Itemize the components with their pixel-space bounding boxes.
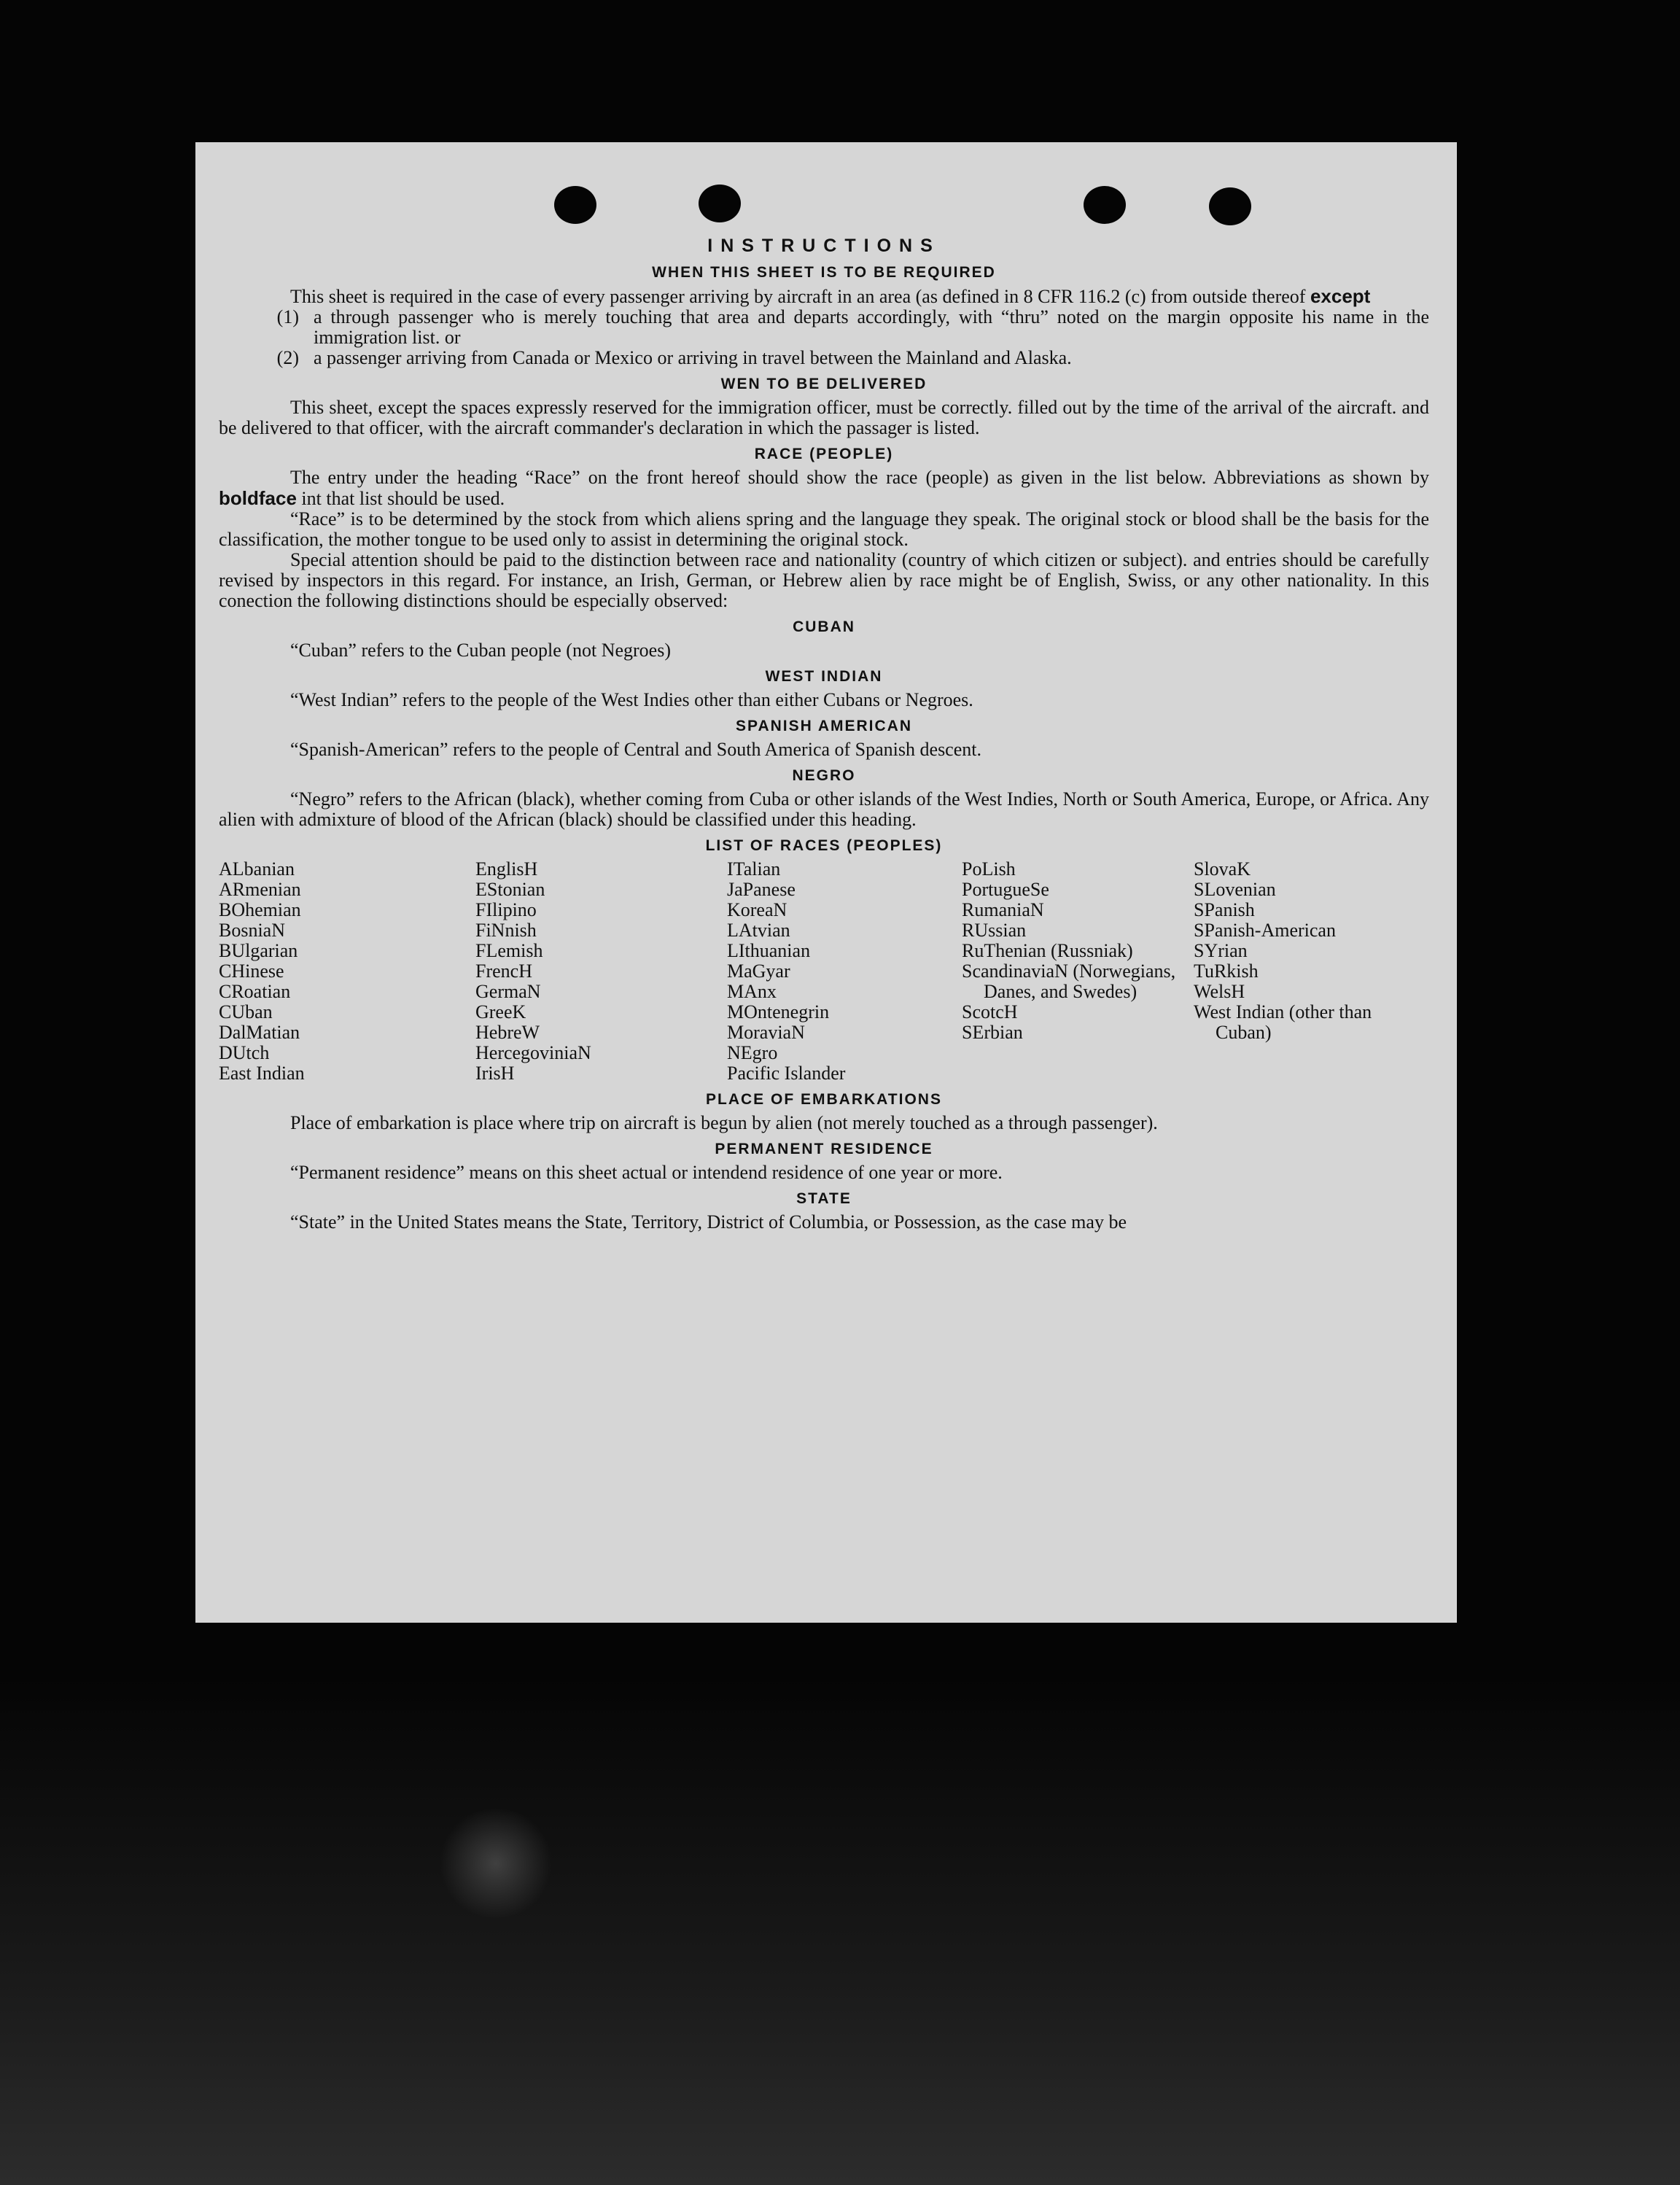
paragraph-state: “State” in the United States means the State, Territory, District of Columbia, or Possession, as the case may be: [290, 1211, 1127, 1233]
heading-when-delivered: WEN TO BE DELIVERED: [720, 376, 928, 392]
paragraph-west-indian: “West Indian” refers to the people of the West Indies other than either Cubans or Negroes.: [290, 689, 973, 710]
item-number: (1): [276, 306, 299, 327]
race-item: RuThenian (Russniak): [962, 940, 1133, 961]
race-item: BUlgarian: [219, 940, 298, 961]
race-item: SErbian: [962, 1022, 1023, 1043]
heading-permanent-residence: PERMANENT RESIDENCE: [715, 1141, 933, 1157]
race-item: FiNnish: [475, 920, 537, 941]
race-item: ScandinaviaN (Norwegians, Danes, and Swedes): [962, 960, 1176, 1002]
race-item: SlovaK: [1194, 858, 1251, 880]
race-item: MoraviaN: [727, 1022, 805, 1043]
race-item: DUtch: [219, 1042, 270, 1063]
paragraph-text: The entry under the heading “Race” on the front hereof should show the race (people) as given in the list below. Abbreviations as shown by: [290, 467, 1429, 488]
race-item: FIlipino: [475, 899, 537, 920]
race-item: PortugueSe: [962, 879, 1049, 900]
heading-when-required: WHEN THIS SHEET IS TO BE REQUIRED: [652, 264, 996, 281]
race-item: BOhemian: [219, 899, 301, 920]
list-item: [219, 307, 1429, 348]
paragraph-race-entry: [219, 467, 1429, 509]
paragraph-spanish-american: “Spanish-American” refers to the people of Central and South America of Spanish descent.: [290, 739, 981, 760]
punch-hole: [1209, 187, 1251, 225]
page-title: INSTRUCTIONS: [707, 236, 941, 256]
race-item: MAnx: [727, 981, 777, 1002]
race-item: EStonian: [475, 879, 545, 900]
race-item: West Indian (other than Cuban): [1194, 1001, 1372, 1043]
races-list: [219, 859, 1429, 1084]
race-item: SPanish-American: [1194, 920, 1336, 941]
heading-list-of-races: LIST OF RACES (PEOPLES): [705, 837, 943, 854]
paragraph-race-distinction: Special attention should be paid to the distinction between race and nationality (country of which citizen or subject). and entries should be carefully revised by inspectors in this regard. For instance, an Irish, German, or Hebrew alien by race might be of English, Swiss, or any other nationality. In this conection the following distinctions should be especially observed:: [219, 549, 1429, 611]
paragraph-embarkation: Place of embarkation is place where trip on aircraft is begun by alien (not merely touched as a through passenger).: [290, 1112, 1158, 1133]
paragraph-text: This sheet is required in the case of every passenger arriving by aircraft in an area (as defined in 8 CFR 116.2 (c) from outside thereof: [290, 286, 1306, 307]
scan-artifact: [438, 1809, 554, 1918]
race-item: FLemish: [475, 940, 543, 961]
race-item: MOntenegrin: [727, 1001, 830, 1022]
race-item: ARmenian: [219, 879, 301, 900]
races-column-4: [962, 859, 1194, 1084]
race-item: CHinese: [219, 960, 284, 982]
race-item: MaGyar: [727, 960, 790, 982]
race-item: NEgro: [727, 1042, 778, 1063]
race-item: FrencH: [475, 960, 532, 982]
race-item: LAtvian: [727, 920, 790, 941]
race-item: KoreaN: [727, 899, 788, 920]
race-item: TuRkish: [1194, 960, 1259, 982]
list-item: [219, 348, 1429, 368]
except-word: except: [1310, 285, 1371, 307]
heading-west-indian: WEST INDIAN: [765, 668, 883, 685]
paragraph-required: [219, 286, 1429, 307]
race-item: SPanish: [1194, 899, 1255, 920]
race-item: IrisH: [475, 1063, 515, 1084]
race-item: BosniaN: [219, 920, 285, 941]
races-column-2: [475, 859, 727, 1084]
races-column-5: [1194, 859, 1412, 1084]
race-item: CRoatian: [219, 981, 291, 1002]
paragraph-negro: “Negro” refers to the African (black), whether coming from Cuba or other islands of the West Indies, North or South America, Europe, or Africa. Any alien with admixture of blood of the African (black) should be classified under this heading.: [219, 788, 1429, 830]
paragraph-delivered: This sheet, except the spaces expressly reserved for the immigration officer, must be correctly. filled out by the time of the arrival of the aircraft. and be delivered to that officer, with the aircraft commander's declaration in which the passager is listed.: [219, 397, 1429, 438]
race-item: SYrian: [1194, 940, 1248, 961]
heading-spanish-american: SPANISH AMERICAN: [735, 718, 912, 734]
heading-state: STATE: [796, 1190, 852, 1207]
race-item: GreeK: [475, 1001, 526, 1022]
race-item: GermaN: [475, 981, 541, 1002]
race-item: East Indian: [219, 1063, 305, 1084]
item-text: a through passenger who is merely touching that area and departs accordingly, with “thru” noted on the margin opposite his name in the immigration list. or: [314, 306, 1429, 348]
paragraph-cuban: “Cuban” refers to the Cuban people (not Negroes): [290, 640, 671, 661]
punch-hole: [554, 186, 596, 224]
punch-hole: [1084, 186, 1126, 224]
race-item: HebreW: [475, 1022, 540, 1043]
race-item: LIthuanian: [727, 940, 811, 961]
heading-cuban: CUBAN: [793, 618, 855, 635]
scan-background: [0, 1677, 1680, 2185]
paragraph-race-determination: “Race” is to be determined by the stock from which aliens spring and the language they speak. The original stock or blood shall be the basis for the classification, the mother tongue to be used only to assist in determining the original stock.: [219, 508, 1429, 550]
punch-hole: [699, 185, 741, 222]
race-item: WelsH: [1194, 981, 1245, 1002]
race-item: EnglisH: [475, 858, 538, 880]
heading-race: RACE (PEOPLE): [754, 446, 894, 462]
heading-place-of-embarkation: PLACE OF EMBARKATIONS: [706, 1091, 942, 1108]
races-column-3: [727, 859, 962, 1084]
paragraph-residence: “Permanent residence” means on this sheet actual or intendend residence of one year or more.: [290, 1162, 1003, 1183]
race-item: Pacific Islander: [727, 1063, 846, 1084]
document-page: [195, 142, 1457, 1623]
document-body: [219, 236, 1429, 1233]
paragraph-text: int that list should be used.: [301, 488, 505, 509]
race-item: JaPanese: [727, 879, 796, 900]
race-item: PoLish: [962, 858, 1016, 880]
race-item: SLovenian: [1194, 879, 1276, 900]
item-number: (2): [276, 347, 299, 368]
race-item: ITalian: [727, 858, 781, 880]
race-item: ALbanian: [219, 858, 295, 880]
heading-negro: NEGRO: [792, 767, 856, 784]
races-column-1: [219, 859, 475, 1084]
boldface-word: boldface: [219, 487, 297, 509]
race-item: DalMatian: [219, 1022, 300, 1043]
race-item: RUssian: [962, 920, 1027, 941]
race-item: RumaniaN: [962, 899, 1044, 920]
race-item: HercegoviniaN: [475, 1042, 591, 1063]
item-text: a passenger arriving from Canada or Mexico or arriving in travel between the Mainland and Alaska.: [314, 347, 1072, 368]
race-item: CUban: [219, 1001, 273, 1022]
race-item: ScotcH: [962, 1001, 1018, 1022]
